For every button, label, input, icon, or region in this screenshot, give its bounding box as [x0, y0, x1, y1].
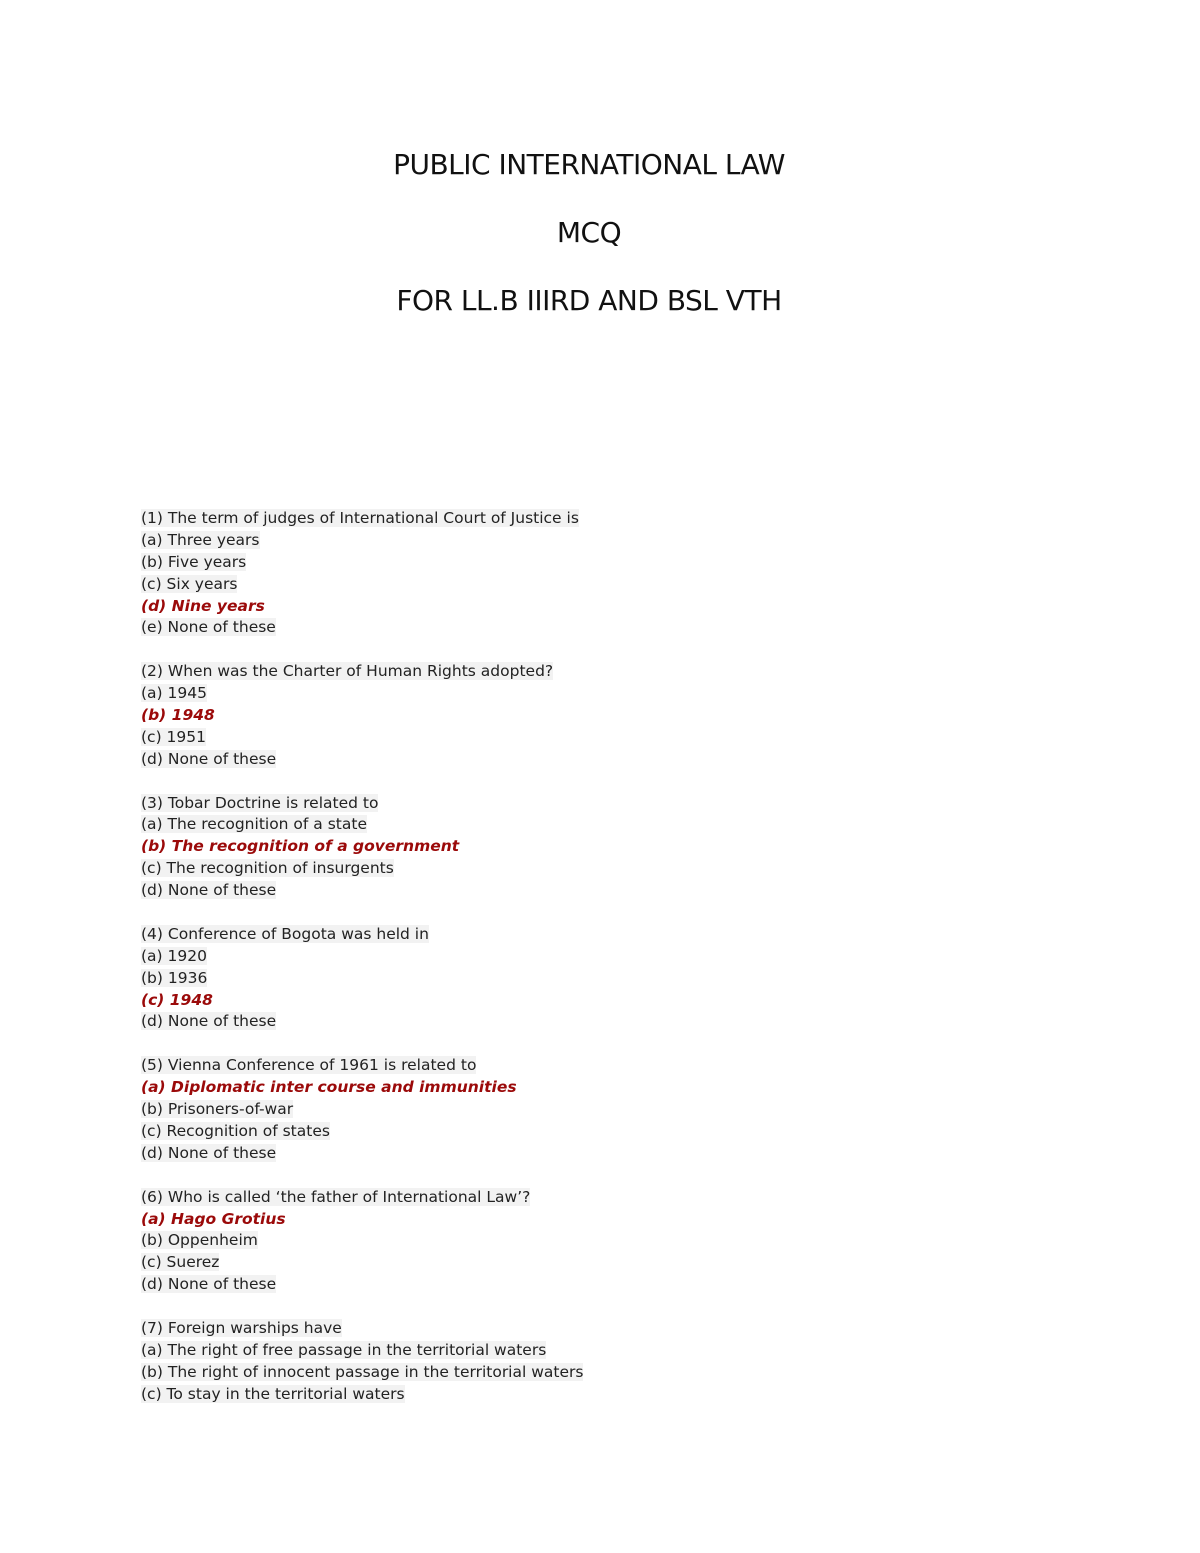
question-block	[141, 1187, 841, 1296]
option-text: (c) 1951	[141, 727, 206, 746]
question-text: (1) The term of judges of International Court of Justice is	[141, 509, 579, 527]
option-text: (b) Prisoners-of-war	[141, 1100, 294, 1119]
question-text: (4) Conference of Bogota was held in	[141, 924, 429, 943]
correct-option: (b) 1948	[141, 706, 215, 725]
question-text: (3) Tobar Doctrine is related to	[141, 793, 379, 812]
correct-option: (b) The recognition of a government	[141, 837, 460, 856]
question-text: (5) Vienna Conference of 1961 is related to	[141, 1056, 477, 1075]
option-text: (c) Suerez	[141, 1253, 220, 1272]
question-text: (6) Who is called ‘the father of International Law’?	[141, 1187, 531, 1206]
option-text: (a) Three years	[141, 530, 260, 549]
question-text: (7) Foreign warships have	[141, 1318, 342, 1337]
document-title: PUBLIC INTERNATIONAL LAW	[393, 148, 785, 181]
option-text: (e) None of these	[141, 618, 276, 637]
question-block	[141, 924, 841, 1033]
option-text: (a) 1920	[141, 946, 207, 965]
option-text: (c) The recognition of insurgents	[141, 859, 394, 878]
question-block	[141, 508, 841, 639]
option-text: (d) None of these	[141, 881, 277, 900]
document-subtitle: MCQ	[556, 216, 622, 249]
option-text: (c) To stay in the territorial waters	[141, 1384, 405, 1403]
option-text: (d) None of these	[141, 1012, 277, 1031]
option-text: (d) None of these	[141, 749, 277, 768]
question-block	[141, 1055, 841, 1164]
correct-option: (c) 1948	[141, 990, 213, 1009]
option-text: (b) Five years	[141, 552, 247, 571]
option-text: (d) None of these	[141, 1275, 277, 1294]
question-block	[141, 793, 841, 902]
option-text: (b) Oppenheim	[141, 1231, 258, 1250]
question-text: (2) When was the Charter of Human Rights adopted?	[141, 662, 554, 681]
correct-option: (d) Nine years	[141, 596, 265, 615]
option-text: (d) None of these	[141, 1143, 277, 1162]
option-text: (b) The right of innocent passage in the territorial waters	[141, 1362, 584, 1381]
option-text: (b) 1936	[141, 968, 208, 987]
question-block	[141, 1318, 841, 1406]
question-list	[141, 508, 841, 1427]
option-text: (c) Recognition of states	[141, 1121, 330, 1140]
correct-option: (a) Diplomatic inter course and immunities	[141, 1078, 517, 1097]
option-text: (a) The recognition of a state	[141, 815, 367, 834]
option-text: (c) Six years	[141, 574, 238, 593]
question-block	[141, 661, 841, 770]
title-block	[0, 145, 1178, 349]
correct-option: (a) Hago Grotius	[141, 1209, 286, 1228]
document-audience: FOR LL.B IIIRD AND BSL VTH	[396, 284, 782, 317]
option-text: (a) The right of free passage in the territorial waters	[141, 1340, 547, 1359]
option-text: (a) 1945	[141, 684, 207, 703]
